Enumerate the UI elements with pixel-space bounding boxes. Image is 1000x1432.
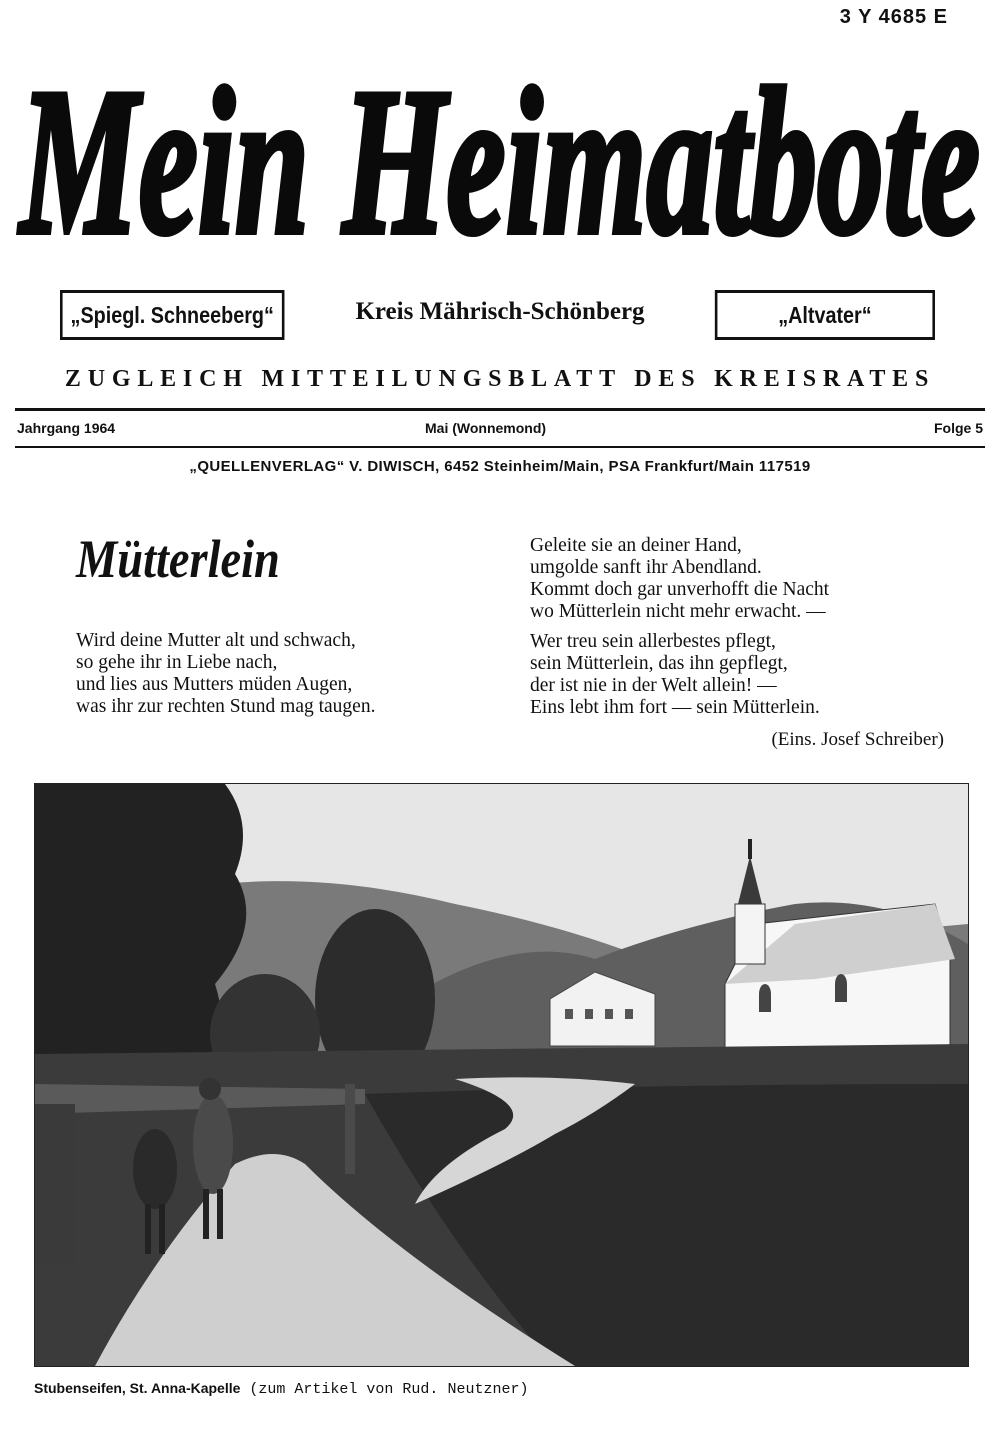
poem-line: Kommt doch gar unverhofft die Nacht <box>530 579 830 600</box>
poem-line: sein Mütterlein, das ihn gepflegt, <box>530 653 788 674</box>
photo-caption-note: (zum Artikel von Rud. Neutzner) <box>240 1381 529 1398</box>
poem-line: wo Mütterlein nicht mehr erwacht. — <box>530 601 826 622</box>
issue-number: Folge 5 <box>933 420 983 436</box>
photo-caption-title: Stubenseifen, St. Anna-Kapelle <box>34 1380 241 1396</box>
left-region-box: „Spiegl. Schneeberg“ <box>60 290 284 340</box>
issue-info-bar <box>15 418 985 440</box>
issue-code: 3 Y 4685 E <box>839 6 948 28</box>
poem-stanza-3 <box>530 631 820 719</box>
divider-top <box>15 408 985 411</box>
poem-line: Eins lebt ihm fort — sein Mütterlein. <box>530 697 820 718</box>
poem-line: Wird deine Mutter alt und schwach, <box>76 630 356 651</box>
poem-line: Geleite sie an deiner Hand, <box>530 535 742 556</box>
chapel-photo <box>34 783 969 1367</box>
poem-stanza-2 <box>530 535 829 623</box>
issue-year: Jahrgang 1964 <box>17 420 116 436</box>
poem-line: und lies aus Mutters müden Augen, <box>76 674 353 695</box>
issue-month: Mai (Wonnemond) <box>425 420 547 436</box>
masthead-title <box>0 40 1000 285</box>
poem-title: Mütterlein <box>76 529 280 589</box>
publisher-line: „QUELLENVERLAG“ V. DIWISCH, 6452 Steinheim/Main, PSA Frankfurt/Main 117519 <box>189 458 811 475</box>
poem-line: Wer treu sein allerbestes pflegt, <box>530 631 776 652</box>
poem-line: der ist nie in der Welt allein! — <box>530 675 777 696</box>
poem-line: was ihr zur rechten Stund mag taugen. <box>76 696 376 717</box>
subtitle-row <box>60 290 935 340</box>
right-region-box: „Altvater“ <box>715 290 935 340</box>
divider-bottom <box>15 446 985 448</box>
poem-line: so gehe ihr in Liebe nach, <box>76 652 278 673</box>
poem-stanza-1 <box>76 630 375 718</box>
poem-line: umgolde sanft ihr Abendland. <box>530 557 762 578</box>
poem-author: (Eins. Josef Schreiber) <box>771 729 944 750</box>
region-label: Kreis Mährisch-Schönberg <box>355 298 645 325</box>
photo-caption <box>34 1380 528 1398</box>
tagline: ZUGLEICH MITTEILUNGSBLATT DES KREISRATES <box>64 366 936 392</box>
masthead-title-text: Mein Heimatbote <box>18 46 980 278</box>
